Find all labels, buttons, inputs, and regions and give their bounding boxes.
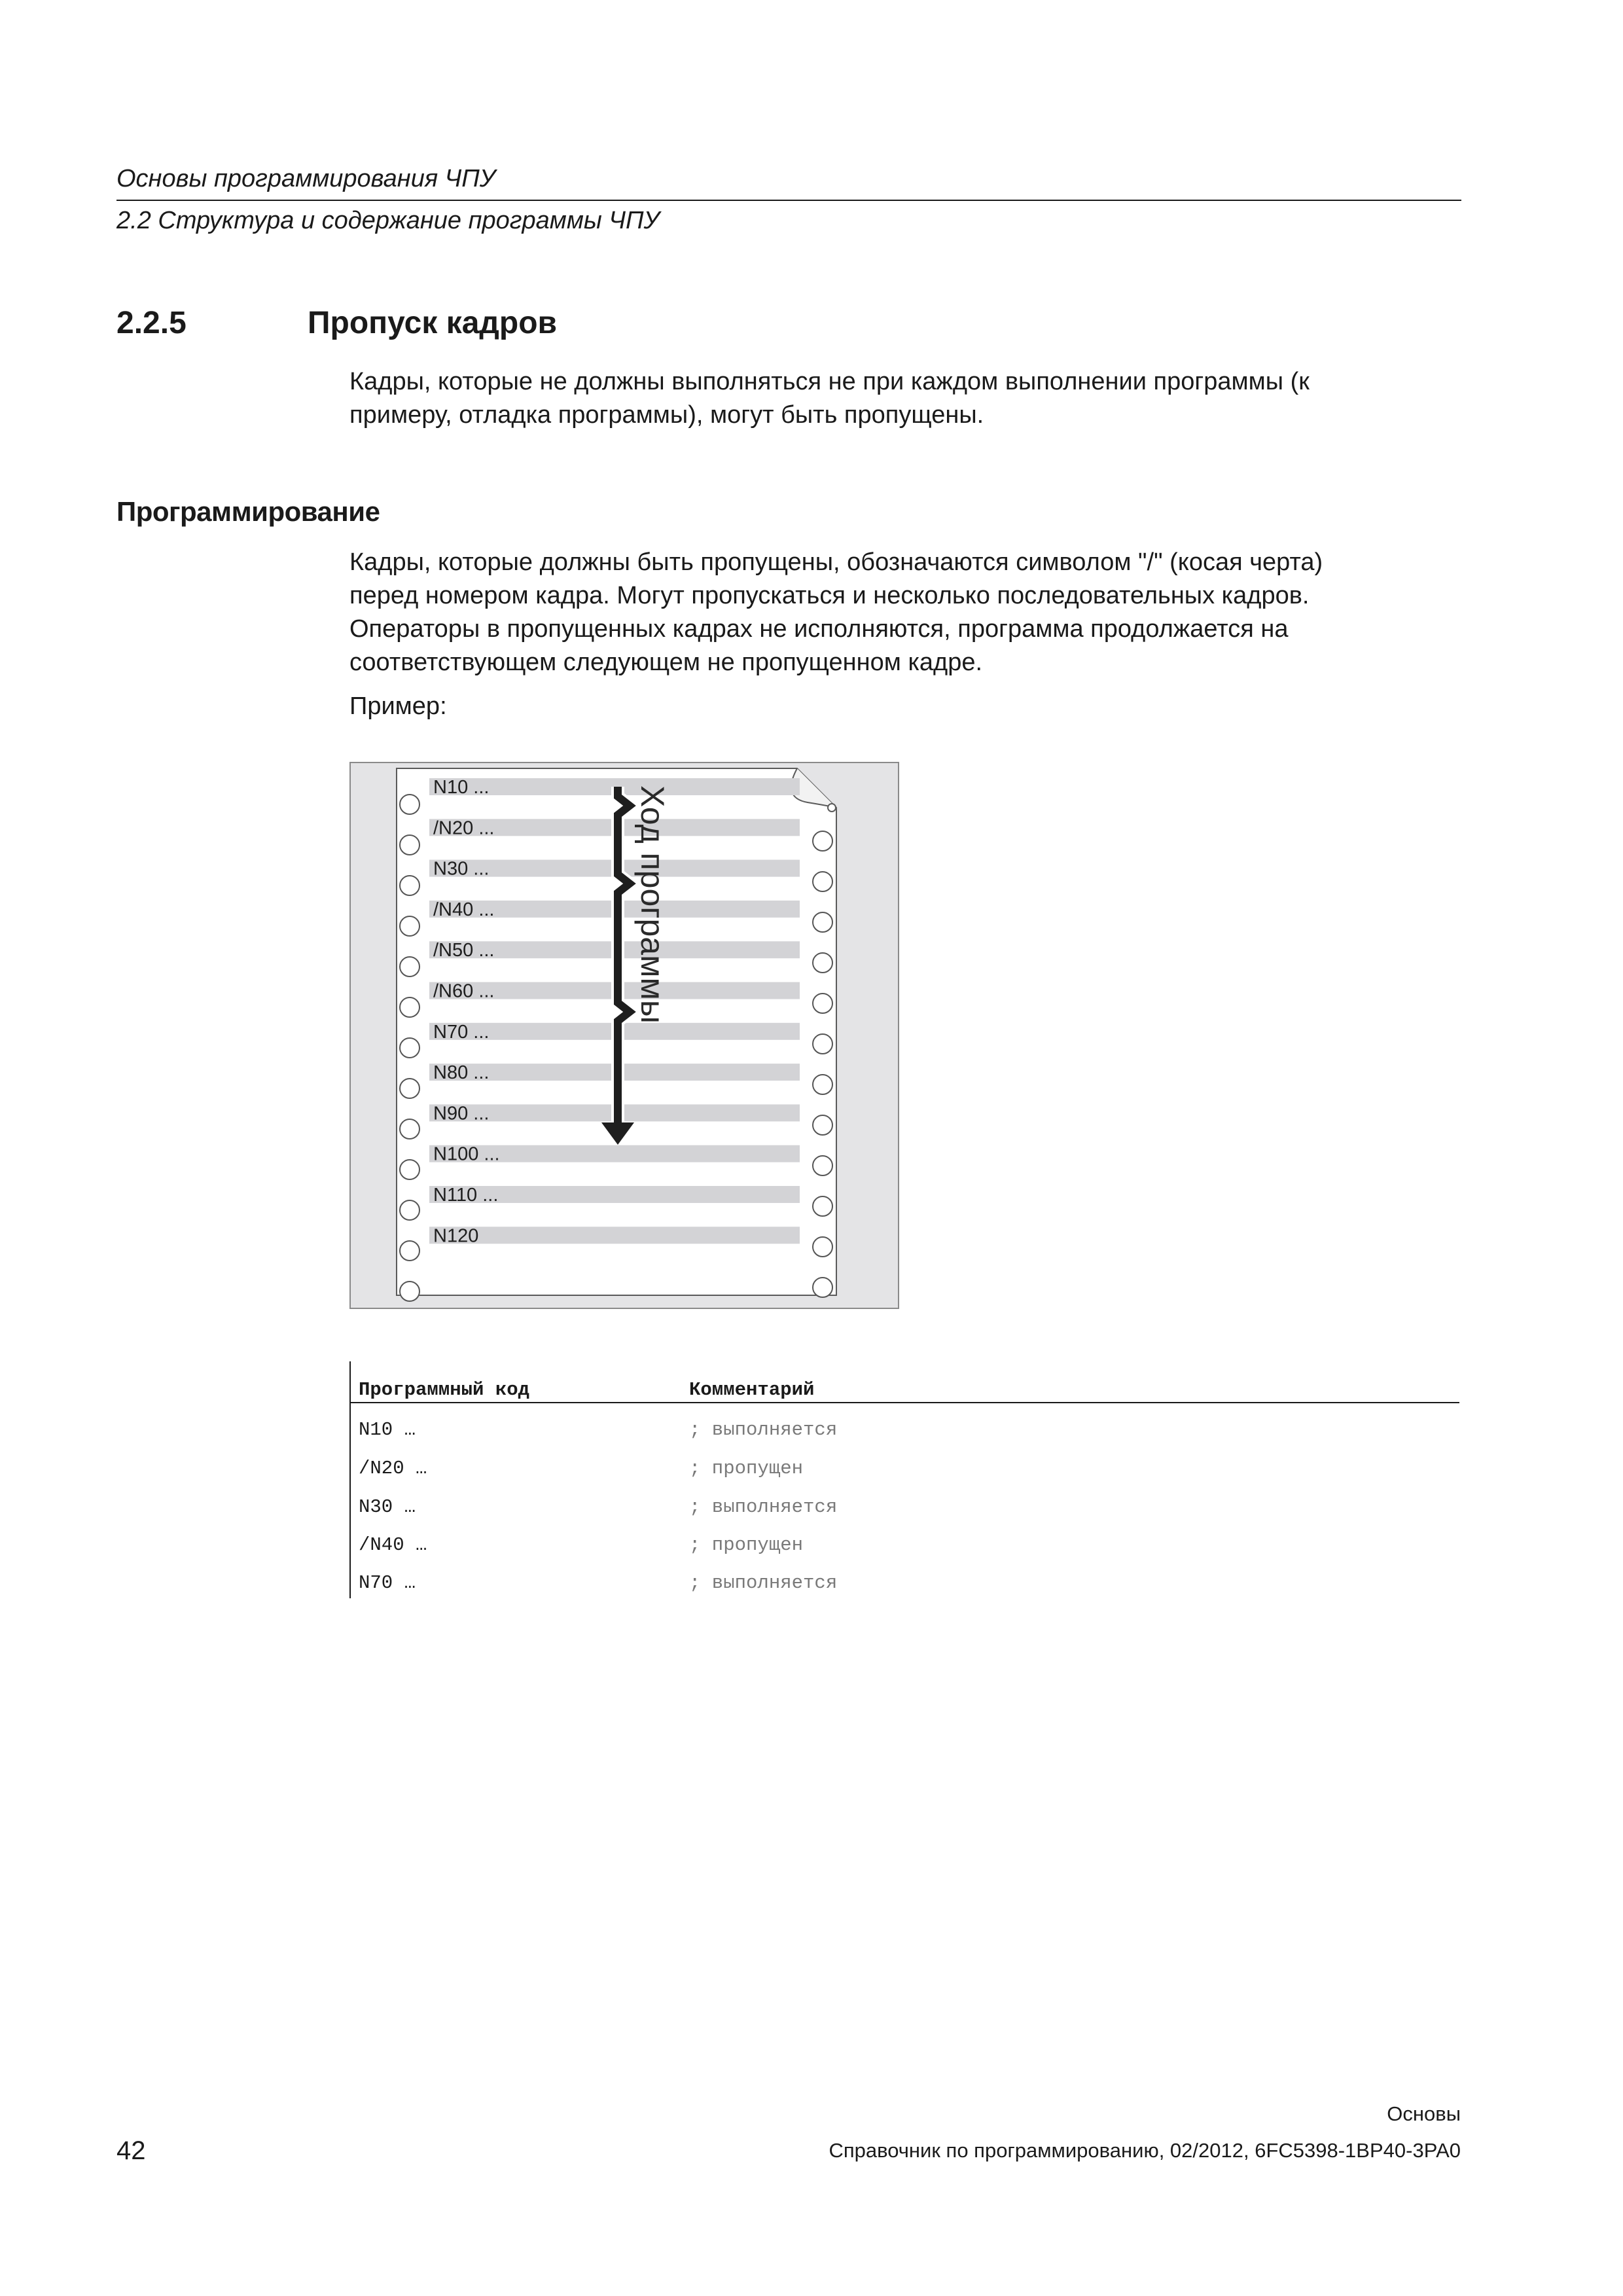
punch-hole (400, 1200, 419, 1220)
table-row-comment: ; выполняется (689, 1496, 838, 1518)
programming-line: соответствующем следующем не пропущенном кадре. (349, 649, 983, 676)
punch-hole (400, 1241, 419, 1261)
block-row-label: /N60 ... (433, 980, 495, 1002)
table-left-border (349, 1361, 351, 1598)
table-row-code: /N40 … (359, 1534, 427, 1556)
table-header-comment: Комментарий (689, 1379, 815, 1401)
footer-doc-ref: Справочник по программированию, 02/2012, 6FC5398-1BP40-3PA0 (829, 2139, 1461, 2162)
block-row-label: N30 ... (433, 858, 490, 880)
punch-hole (813, 953, 832, 973)
flow-label: Ход программы (634, 785, 671, 1024)
punch-hole (400, 1079, 419, 1098)
block-row-bar (429, 1225, 800, 1247)
punch-hole (400, 1119, 419, 1139)
header-rule (116, 200, 1461, 201)
table-row-comment: ; выполняется (689, 1419, 838, 1441)
punch-hole (813, 1237, 832, 1257)
block-row-label: N100 ... (433, 1143, 500, 1165)
block-row-label: /N50 ... (433, 940, 495, 961)
punch-hole (813, 1156, 832, 1175)
block-row-label: N110 ... (433, 1185, 499, 1206)
sheet-corner-notch (828, 804, 836, 812)
intro-line: примеру, отладка программы), могут быть пропущены. (349, 401, 984, 429)
programming-paragraph (349, 546, 1495, 679)
table-header-rule (349, 1402, 1459, 1403)
block-row-label: /N20 ... (433, 817, 495, 839)
table-row-comment: ; выполняется (689, 1572, 838, 1594)
punch-hole (400, 835, 419, 855)
skip-blocks-figure (349, 762, 899, 1309)
programming-line: Операторы в пропущенных кадрах не исполняются, программа продолжается на (349, 615, 1289, 643)
punch-hole (813, 912, 832, 932)
intro-line: Кадры, которые не должны выполняться не при каждом выполнении программы (к (349, 368, 1310, 395)
programming-line: перед номером кадра. Могут пропускаться и несколько последовательных кадров. (349, 582, 1310, 609)
header-section: 2.2 Структура и содержание программы ЧПУ (116, 207, 660, 234)
punch-hole (400, 997, 419, 1017)
punch-hole (400, 795, 419, 814)
table-row-code: N10 … (359, 1419, 416, 1441)
punch-hole (400, 1038, 419, 1058)
section-number: 2.2.5 (116, 306, 187, 340)
table-header-code: Программный код (359, 1379, 530, 1401)
programming-heading: Программирование (116, 496, 380, 527)
punch-hole (813, 1034, 832, 1054)
table-row-comment: ; пропущен (689, 1458, 804, 1479)
punch-hole (813, 1115, 832, 1135)
table-row-comment: ; пропущен (689, 1534, 804, 1556)
punch-hole (813, 831, 832, 851)
punch-hole (400, 916, 419, 936)
punch-hole (813, 1075, 832, 1094)
block-row-label: N120 (433, 1225, 479, 1247)
punch-hole (400, 957, 419, 977)
intro-paragraph (349, 365, 1495, 432)
block-row-label: /N40 ... (433, 899, 495, 920)
footer-doc-title: Основы (1387, 2102, 1461, 2125)
figure-canvas (349, 762, 899, 1309)
footer-page-number: 42 (116, 2136, 146, 2165)
block-row-label: N80 ... (433, 1062, 490, 1084)
punch-hole (813, 994, 832, 1013)
header-chapter: Основы программирования ЧПУ (116, 165, 496, 192)
section-title: Пропуск кадров (308, 306, 558, 340)
block-row-label: N90 ... (433, 1103, 490, 1124)
programming-line: Кадры, которые должны быть пропущены, обозначаются символом "/" (косая черта) (349, 548, 1323, 576)
punch-hole (400, 1160, 419, 1179)
punch-hole (813, 1278, 832, 1297)
block-row-label: N70 ... (433, 1021, 490, 1043)
punch-hole (813, 1196, 832, 1216)
table-row-code: /N20 … (359, 1458, 427, 1479)
table-row-code: N30 … (359, 1496, 416, 1518)
punch-hole (813, 872, 832, 891)
example-label: Пример: (349, 692, 447, 720)
table-row-code: N70 … (359, 1572, 416, 1594)
block-row-label: N10 ... (433, 777, 490, 798)
punch-hole (400, 1282, 419, 1301)
punch-hole (400, 876, 419, 895)
